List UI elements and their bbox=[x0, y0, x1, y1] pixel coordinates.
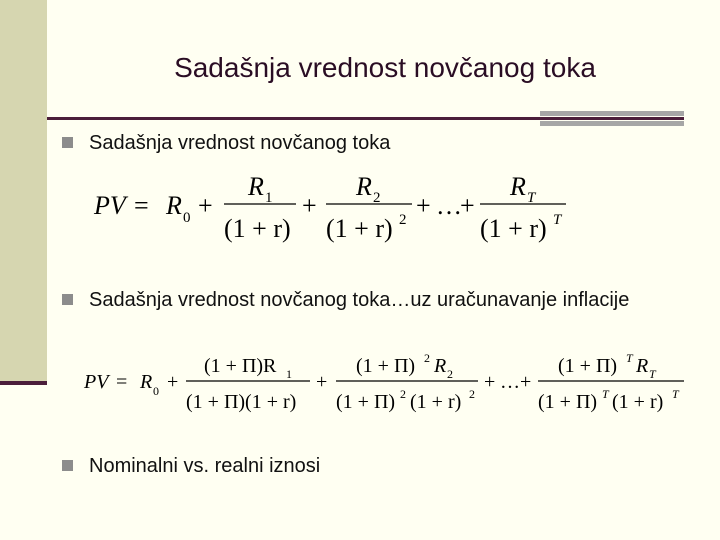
formula-equals: = bbox=[134, 191, 149, 220]
termT-numerator: R bbox=[510, 172, 526, 201]
termT-numerator-sub: T bbox=[649, 367, 656, 381]
formula-lhs: PV bbox=[84, 371, 109, 393]
bullet-marker bbox=[62, 460, 73, 471]
term1-denominator: (1 + r) bbox=[224, 214, 291, 243]
formula-plus: + bbox=[460, 191, 475, 220]
term2-denominator-rate-exponent: 2 bbox=[469, 387, 475, 401]
term2-exponent: 2 bbox=[399, 212, 407, 228]
term2-numerator-sub: 2 bbox=[373, 190, 381, 206]
left-band-divider bbox=[0, 381, 47, 385]
term2-denominator-factor: (1 + Π) bbox=[336, 391, 396, 413]
formula-r0: R bbox=[140, 371, 153, 393]
formula-ellipsis: … bbox=[436, 191, 462, 220]
formula-plus: + bbox=[316, 371, 328, 393]
bullet-item-3 bbox=[62, 451, 682, 482]
term2-numerator-r: R bbox=[434, 355, 447, 377]
formula-plus: + bbox=[484, 371, 496, 393]
formula-present-value-inflation bbox=[80, 350, 690, 420]
term1-numerator-sub: 1 bbox=[286, 367, 292, 381]
termT-numerator-factor: (1 + Π) bbox=[558, 355, 618, 377]
bullet-text: Sadašnja vrednost novčanog toka…uz uračunavanje inflacije bbox=[89, 289, 630, 311]
formula-lhs: PV bbox=[94, 191, 126, 220]
term2-denominator-rate: (1 + r) bbox=[410, 391, 462, 413]
termT-denominator-rate: (1 + r) bbox=[612, 391, 664, 413]
term1-numerator-sub: 1 bbox=[265, 190, 273, 206]
term1-numerator: R bbox=[248, 172, 264, 201]
termT-numerator-r: R bbox=[636, 355, 649, 377]
term1-numerator: (1 + Π)R bbox=[204, 355, 277, 377]
formula-plus: + bbox=[167, 371, 179, 393]
term1-denominator: (1 + Π)(1 + r) bbox=[186, 391, 297, 413]
term2-numerator-factor: (1 + Π) bbox=[356, 355, 416, 377]
formula-present-value bbox=[90, 170, 580, 250]
left-decorative-band bbox=[0, 0, 47, 383]
title-rule-grey-bottom bbox=[540, 121, 684, 126]
term2-numerator-sub: 2 bbox=[447, 367, 453, 381]
formula-plus: + bbox=[198, 191, 213, 220]
termT-denominator-rate-exponent: T bbox=[672, 387, 679, 401]
title-rule-grey-top bbox=[540, 111, 684, 116]
termT-denominator: (1 + r) bbox=[480, 214, 547, 243]
termT-denominator-exponent: T bbox=[602, 387, 609, 401]
bullet-item-2 bbox=[62, 285, 682, 316]
formula-plus: + bbox=[302, 191, 317, 220]
termT-exponent: T bbox=[553, 212, 562, 228]
bullet-text: Sadašnja vrednost novčanog toka bbox=[89, 132, 391, 154]
term2-denominator: (1 + r) bbox=[326, 214, 393, 243]
term2-numerator-exponent: 2 bbox=[424, 351, 430, 365]
bullet-item-1 bbox=[62, 128, 682, 159]
title-rule bbox=[47, 117, 684, 120]
slide-title: Sadašnja vrednost novčanog toka bbox=[174, 52, 596, 83]
formula-r0-sub: 0 bbox=[153, 384, 159, 398]
formula-plus: + bbox=[520, 371, 532, 393]
bullet-text: Nominalni vs. realni iznosi bbox=[89, 455, 321, 477]
term2-denominator-exponent: 2 bbox=[400, 387, 406, 401]
bullet-marker bbox=[62, 294, 73, 305]
termT-denominator-factor: (1 + Π) bbox=[538, 391, 598, 413]
formula-ellipsis: … bbox=[500, 371, 520, 393]
formula-plus: + bbox=[416, 191, 431, 220]
termT-numerator-sub: T bbox=[527, 190, 536, 206]
formula-r0: R bbox=[166, 191, 182, 220]
bullet-marker bbox=[62, 137, 73, 148]
term2-numerator: R bbox=[356, 172, 372, 201]
formula-r0-sub: 0 bbox=[183, 210, 191, 226]
termT-numerator-exponent: T bbox=[626, 351, 633, 365]
formula-equals: = bbox=[116, 371, 128, 393]
